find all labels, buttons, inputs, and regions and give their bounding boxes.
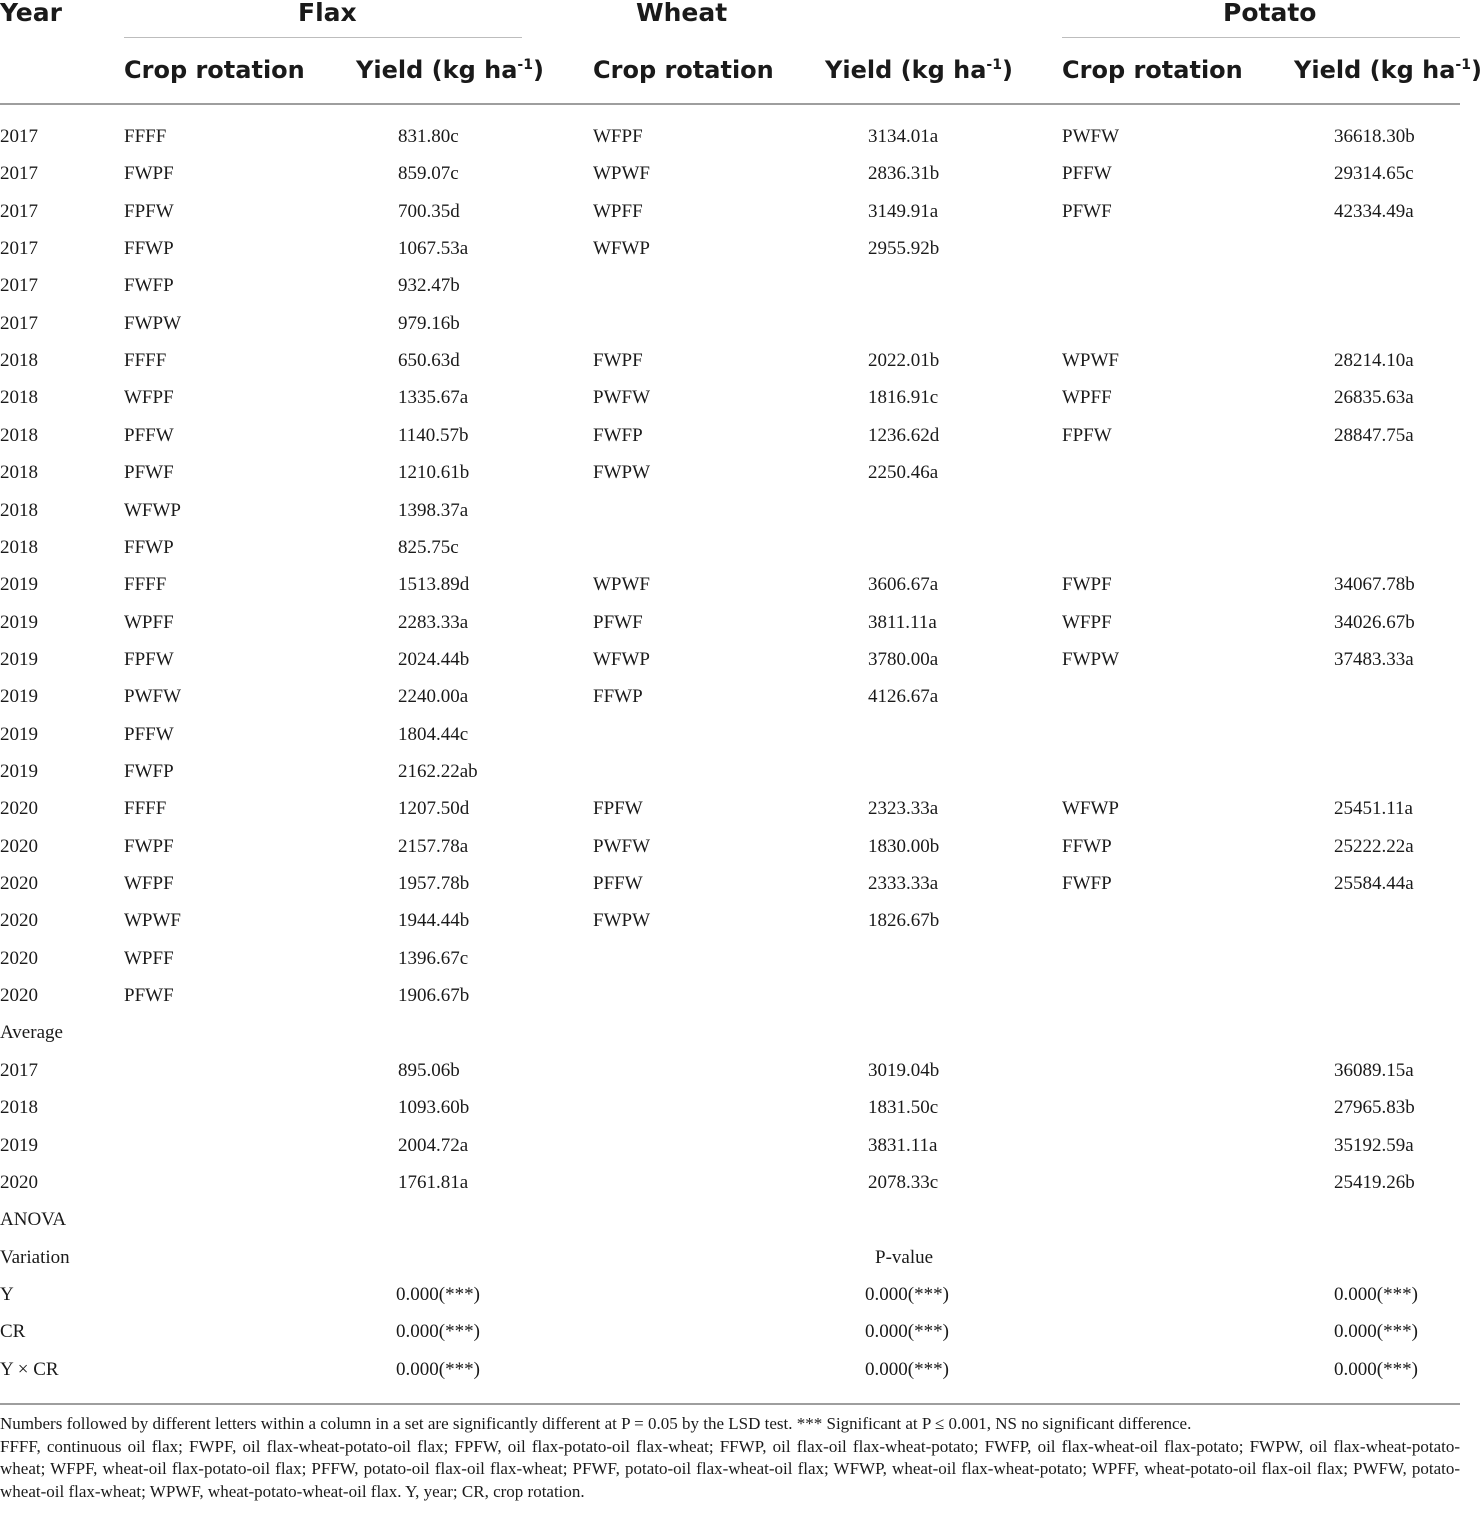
table-row bbox=[0, 865, 1460, 902]
anova-row bbox=[0, 1351, 1460, 1388]
flax-crop-rotation-cell: PFWF bbox=[124, 462, 174, 484]
year-cell: 2019 bbox=[0, 648, 38, 670]
potato-yield-cell: 36089.15a bbox=[1334, 1059, 1414, 1081]
header-flax: Flax bbox=[298, 0, 357, 27]
wheat-crop-rotation-cell: PFFW bbox=[593, 873, 643, 894]
header-year: Year bbox=[0, 0, 62, 27]
table-row bbox=[0, 305, 1460, 342]
year-cell: 2020 bbox=[0, 873, 38, 894]
wheat-crop-rotation-cell: PWFW bbox=[593, 387, 650, 409]
table-row bbox=[0, 977, 1460, 1014]
flax-crop-rotation-cell: FFFF bbox=[124, 574, 167, 596]
year-cell: 2017 bbox=[0, 163, 38, 185]
potato-yield-cell: 28847.75a bbox=[1334, 424, 1414, 446]
table-row bbox=[0, 379, 1460, 416]
potato-crop-rotation-cell: FFWP bbox=[1062, 835, 1112, 857]
flax-yield-cell: 1067.53a bbox=[398, 238, 469, 260]
potato-crop-rotation-cell: PWFW bbox=[1062, 126, 1119, 147]
year-cell: 2019 bbox=[0, 686, 38, 708]
flax-crop-rotation-cell: WFWP bbox=[124, 499, 181, 521]
flax-yield-cell: 1398.37a bbox=[398, 499, 469, 521]
flax-yield-cell: 2283.33a bbox=[398, 611, 469, 633]
wheat-crop-rotation-cell: PWFW bbox=[593, 835, 650, 857]
flax-yield-cell: 895.06b bbox=[398, 1059, 460, 1081]
year-cell: 2019 bbox=[0, 574, 38, 596]
year-cell: 2018 bbox=[0, 462, 38, 484]
flax-crop-rotation-cell: FFFF bbox=[124, 350, 167, 372]
year-cell: 2020 bbox=[0, 1171, 38, 1193]
anova-row bbox=[0, 1276, 1460, 1313]
potato-p-value-cell: 0.000(***) bbox=[1334, 1283, 1418, 1305]
flax-yield-header: Yield (kg $ha^{-1}$) bbox=[356, 56, 544, 84]
flax-crop-rotation-cell: FFFF bbox=[124, 126, 167, 147]
wheat-crop-rotation-cell: FPFW bbox=[593, 798, 643, 820]
wheat-yield-cell: 2955.92b bbox=[868, 238, 940, 260]
potato-yield-cell: 27965.83b bbox=[1334, 1097, 1415, 1119]
flax-yield-cell: 1761.81a bbox=[398, 1171, 469, 1193]
flax-yield-cell: 650.63d bbox=[398, 350, 460, 372]
year-cell: 2018 bbox=[0, 536, 38, 558]
flax-yield-cell: 979.16b bbox=[398, 312, 460, 334]
year-cell: 2017 bbox=[0, 1059, 38, 1081]
flax-yield-cell: 825.75c bbox=[398, 536, 459, 558]
table-row bbox=[0, 790, 1460, 827]
flax-yield-cell: 2162.22ab bbox=[398, 761, 478, 782]
footnote-abbreviations: FFFF, continuous oil flax; FWPF, oil flax-wheat-potato-oil flax; FPFW, oil flax-potato-oil flax-wheat; FFWP, oil flax-oil flax-wheat-potato; FWFP, oil flax-wheat-oil flax-potato; FWPW, oil flax-wheat-potato-wheat; WFPF, wheat-oil flax-potato-oil flax; PFFW, potato-oil flax-oil flax-wheat; PFWF, potato-oil flax-wheat-oil flax; WFWP, wheat-oil flax-wheat-potato; WPFF, wheat-potato-oil flax-oil flax; PWFW, potato-wheat-oil flax-wheat; WPWF, wheat-potato-wheat-oil flax. Y, year; CR, crop rotation. bbox=[0, 1436, 1460, 1501]
variation-label: Variation bbox=[0, 1246, 70, 1268]
flax-yield-cell: 1093.60b bbox=[398, 1097, 470, 1119]
potato-yield-cell: 28214.10a bbox=[1334, 350, 1414, 372]
flax-crop-rotation-cell: WPFF bbox=[124, 611, 174, 633]
year-cell: 2019 bbox=[0, 1134, 38, 1156]
table-row bbox=[0, 1164, 1460, 1201]
wheat-yield-cell: 2333.33a bbox=[868, 873, 939, 894]
potato-p-value-cell: 0.000(***) bbox=[1334, 1358, 1418, 1380]
table-row bbox=[0, 118, 1460, 155]
potato-yield-cell: 34026.67b bbox=[1334, 611, 1415, 633]
flax-yield-cell: 1207.50d bbox=[398, 798, 470, 820]
year-cell: 2019 bbox=[0, 723, 38, 745]
table-row bbox=[0, 753, 1460, 790]
year-cell: 2018 bbox=[0, 387, 38, 409]
flax-yield-cell: 1944.44b bbox=[398, 910, 470, 932]
wheat-crop-rotation-cell: WFWP bbox=[593, 238, 650, 260]
potato-crop-rotation-cell: FWFP bbox=[1062, 873, 1112, 894]
table-row bbox=[0, 678, 1460, 715]
wheat-yield-cell: 1236.62d bbox=[868, 424, 940, 446]
table-row bbox=[0, 155, 1460, 192]
wheat-yield-cell: 2836.31b bbox=[868, 163, 940, 185]
header-wheat: Wheat bbox=[636, 0, 728, 27]
table-row bbox=[0, 193, 1460, 230]
potato-yield-cell: 25451.11a bbox=[1334, 798, 1413, 820]
potato-yield-cell: 25222.22a bbox=[1334, 835, 1414, 857]
wheat-crop-rotation-cell: FWFP bbox=[593, 424, 643, 446]
potato-crop-rotation-cell: WPFF bbox=[1062, 387, 1112, 409]
flax-crop-rotation-cell: FFWP bbox=[124, 536, 174, 558]
potato-yield-cell: 29314.65c bbox=[1334, 163, 1414, 185]
table-row bbox=[0, 1014, 1460, 1051]
table-row bbox=[0, 492, 1460, 529]
flax-yield-cell: 2024.44b bbox=[398, 648, 470, 670]
potato-crop-rotation-cell: WFPF bbox=[1062, 611, 1112, 633]
anova-source-cell: CR bbox=[0, 1321, 26, 1343]
wheat-yield-cell: 2078.33c bbox=[868, 1171, 939, 1193]
flax-crop-rotation-cell: PFFW bbox=[124, 723, 174, 745]
wheat-crop-rotation-cell: WPWF bbox=[593, 574, 650, 596]
flax-yield-cell: 1957.78b bbox=[398, 873, 470, 894]
anova-header-row bbox=[0, 1239, 1460, 1276]
table-row bbox=[0, 342, 1460, 379]
year-cell: 2018 bbox=[0, 1097, 38, 1119]
year-cell: 2017 bbox=[0, 275, 38, 297]
potato-crop-rotation-cell: FWPF bbox=[1062, 574, 1112, 596]
potato-crop-rotation-cell: FWPW bbox=[1062, 648, 1119, 670]
year-cell: 2020 bbox=[0, 798, 38, 820]
wheat-yield-cell: 4126.67a bbox=[868, 686, 939, 708]
table-row bbox=[0, 1127, 1460, 1164]
flax-yield-cell: 859.07c bbox=[398, 163, 459, 185]
wheat-yield-cell: 3831.11a bbox=[868, 1134, 938, 1156]
wheat-crop-rotation-cell: WFWP bbox=[593, 648, 650, 670]
table-row bbox=[0, 230, 1460, 267]
wheat-crop-rotation-cell: WFPF bbox=[593, 126, 643, 147]
table-row bbox=[0, 604, 1460, 641]
wheat-yield-cell: 1826.67b bbox=[868, 910, 940, 932]
flax-crop-rotation-cell: PWFW bbox=[124, 686, 181, 708]
potato-yield-header: Yield (kg $ha^{-1}$) bbox=[1294, 56, 1482, 84]
potato-crop-rotation-cell: FPFW bbox=[1062, 424, 1112, 446]
wheat-yield-cell: 3780.00a bbox=[868, 648, 939, 670]
flax-crop-rotation-cell: WPWF bbox=[124, 910, 181, 932]
year-cell: 2020 bbox=[0, 985, 38, 1007]
table-row bbox=[0, 529, 1460, 566]
wheat-yield-cell: 3811.11a bbox=[868, 611, 937, 633]
wheat-yield-cell: 3134.01a bbox=[868, 126, 939, 147]
footnote-significance: Numbers followed by different letters within a column in a set are significantly different at P = 0.05 by the LSD test. *** Significant at P ≤ 0.001, NS no significant difference. bbox=[0, 1414, 1192, 1433]
flax-yield-cell: 932.47b bbox=[398, 275, 460, 297]
wheat-yield-header: Yield (kg $ha^{-1}$) bbox=[825, 56, 1013, 84]
table-row bbox=[0, 828, 1460, 865]
year-cell: 2019 bbox=[0, 611, 38, 633]
wheat-yield-cell: 1816.91c bbox=[868, 387, 939, 409]
flax-crop-rotation-cell: FPFW bbox=[124, 200, 174, 222]
flax-yield-cell: 1140.57b bbox=[398, 424, 469, 446]
anova-source-cell: Y × CR bbox=[0, 1358, 59, 1380]
flax-yield-cell: 2240.00a bbox=[398, 686, 469, 708]
wheat-yield-cell: 1830.00b bbox=[868, 835, 940, 857]
year-cell: 2018 bbox=[0, 350, 38, 372]
wheat-p-value-cell: 0.000(***) bbox=[865, 1283, 949, 1305]
potato-crop-rotation-cell: WFWP bbox=[1062, 798, 1119, 820]
flax-crop-rotation-cell: FPFW bbox=[124, 648, 174, 670]
wheat-yield-cell: 3149.91a bbox=[868, 200, 939, 222]
flax-yield-cell: 700.35d bbox=[398, 200, 460, 222]
anova-source-cell: Y bbox=[0, 1283, 14, 1305]
year-cell: 2020 bbox=[0, 947, 38, 969]
potato-crop-rotation-cell: PFFW bbox=[1062, 163, 1112, 185]
table-row bbox=[0, 902, 1460, 939]
potato-yield-cell: 42334.49a bbox=[1334, 200, 1414, 222]
flax-yield-cell: 1804.44c bbox=[398, 723, 469, 745]
potato-yield-cell: 26835.63a bbox=[1334, 387, 1414, 409]
year-cell: 2017 bbox=[0, 200, 38, 222]
wheat-crop-rotation-cell: WPWF bbox=[593, 163, 650, 185]
flax-crop-rotation-cell: WFPF bbox=[124, 873, 174, 894]
year-cell: 2019 bbox=[0, 761, 38, 782]
flax-crop-rotation-cell: FFFF bbox=[124, 798, 167, 820]
table-row bbox=[0, 267, 1460, 304]
table-bottom-rule bbox=[0, 1403, 1460, 1405]
flax-yield-cell: 1210.61b bbox=[398, 462, 470, 484]
potato-yield-cell: 36618.30b bbox=[1334, 126, 1415, 147]
flax-crop-rotation-header: Crop rotation bbox=[124, 56, 305, 84]
wheat-yield-cell: 1831.50c bbox=[868, 1097, 939, 1119]
flax-crop-rotation-cell: FWFP bbox=[124, 761, 174, 782]
wheat-crop-rotation-cell: WPFF bbox=[593, 200, 643, 222]
wheat-crop-rotation-cell: PFWF bbox=[593, 611, 643, 633]
flax-yield-cell: 1513.89d bbox=[398, 574, 470, 596]
potato-crop-rotation-cell: PFWF bbox=[1062, 200, 1112, 222]
potato-yield-cell: 35192.59a bbox=[1334, 1134, 1414, 1156]
wheat-crop-rotation-cell: FWPW bbox=[593, 910, 650, 932]
potato-crop-rotation-header: Crop rotation bbox=[1062, 56, 1243, 84]
table-row bbox=[0, 454, 1460, 491]
p-value-label: P-value bbox=[875, 1246, 934, 1268]
flax-p-value-cell: 0.000(***) bbox=[396, 1321, 480, 1343]
potato-yield-cell: 25419.26b bbox=[1334, 1171, 1415, 1193]
anova-title-row bbox=[0, 1201, 1460, 1238]
flax-crop-rotation-cell: FWFP bbox=[124, 275, 174, 297]
flax-yield-cell: 2004.72a bbox=[398, 1134, 469, 1156]
year-cell: 2017 bbox=[0, 238, 38, 260]
table-row bbox=[0, 1089, 1460, 1126]
wheat-p-value-cell: 0.000(***) bbox=[865, 1321, 949, 1343]
flax-crop-rotation-cell: PFFW bbox=[124, 424, 174, 446]
flax-yield-cell: 1906.67b bbox=[398, 985, 470, 1007]
flax-yield-cell: 2157.78a bbox=[398, 835, 469, 857]
year-cell: 2018 bbox=[0, 499, 38, 521]
header-potato: Potato bbox=[1223, 0, 1317, 27]
flax-p-value-cell: 0.000(***) bbox=[396, 1283, 480, 1305]
year-cell: 2017 bbox=[0, 312, 38, 334]
flax-yield-cell: 1396.67c bbox=[398, 947, 469, 969]
potato-yield-cell: 37483.33a bbox=[1334, 648, 1414, 670]
anova-row bbox=[0, 1313, 1460, 1350]
wheat-crop-rotation-cell: FFWP bbox=[593, 686, 643, 708]
year-cell: Average bbox=[0, 1022, 63, 1044]
table-row bbox=[0, 1052, 1460, 1089]
flax-p-value-cell: 0.000(***) bbox=[396, 1358, 480, 1380]
wheat-crop-rotation-header: Crop rotation bbox=[593, 56, 774, 84]
year-cell: 2017 bbox=[0, 126, 38, 147]
wheat-yield-cell: 2250.46a bbox=[868, 462, 939, 484]
potato-crop-rotation-cell: WPWF bbox=[1062, 350, 1119, 372]
flax-crop-rotation-cell: WPFF bbox=[124, 947, 174, 969]
flax-crop-rotation-cell: FFWP bbox=[124, 238, 174, 260]
wheat-p-value-cell: 0.000(***) bbox=[865, 1358, 949, 1380]
flax-crop-rotation-cell: WFPF bbox=[124, 387, 174, 409]
table-row bbox=[0, 940, 1460, 977]
flax-crop-rotation-cell: FWPF bbox=[124, 835, 174, 857]
wheat-crop-rotation-cell: FWPF bbox=[593, 350, 643, 372]
potato-yield-cell: 34067.78b bbox=[1334, 574, 1415, 596]
anova-title: ANOVA bbox=[0, 1209, 67, 1231]
year-cell: 2020 bbox=[0, 835, 38, 857]
wheat-yield-cell: 2022.01b bbox=[868, 350, 940, 372]
wheat-yield-cell: 3019.04b bbox=[868, 1059, 940, 1081]
wheat-crop-rotation-cell: FWPW bbox=[593, 462, 650, 484]
year-cell: 2020 bbox=[0, 910, 38, 932]
table-row bbox=[0, 566, 1460, 603]
table-row bbox=[0, 641, 1460, 678]
table-row bbox=[0, 417, 1460, 454]
potato-p-value-cell: 0.000(***) bbox=[1334, 1321, 1418, 1343]
flax-crop-rotation-cell: FWPW bbox=[124, 312, 181, 334]
flax-yield-cell: 831.80c bbox=[398, 126, 459, 147]
potato-yield-cell: 25584.44a bbox=[1334, 873, 1414, 894]
wheat-yield-cell: 3606.67a bbox=[868, 574, 939, 596]
flax-crop-rotation-cell: PFWF bbox=[124, 985, 174, 1007]
table-row bbox=[0, 716, 1460, 753]
flax-yield-cell: 1335.67a bbox=[398, 387, 469, 409]
flax-crop-rotation-cell: FWPF bbox=[124, 163, 174, 185]
wheat-yield-cell: 2323.33a bbox=[868, 798, 939, 820]
table-footnote bbox=[0, 1413, 1460, 1503]
year-cell: 2018 bbox=[0, 424, 38, 446]
